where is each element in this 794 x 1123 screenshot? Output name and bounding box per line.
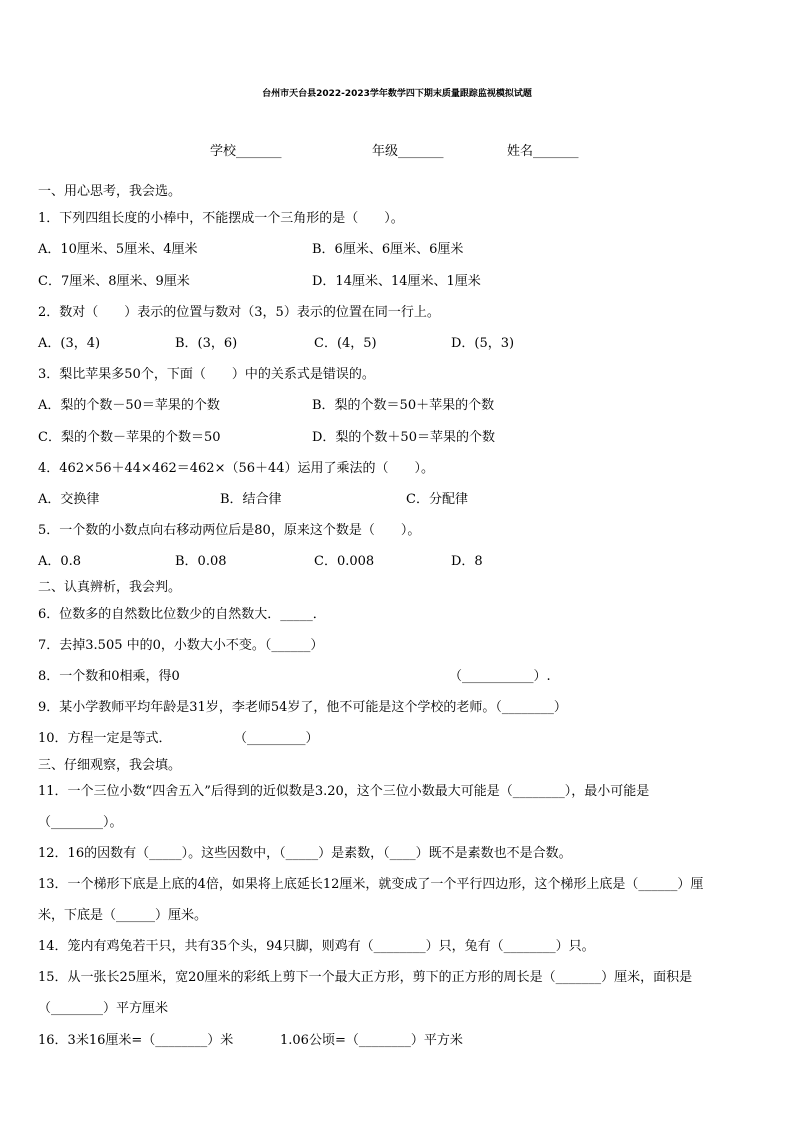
school-field: 学校_______	[210, 144, 282, 159]
question-1-option-c: C．7厘米、8厘米、9厘米	[38, 274, 190, 289]
grade-field: 年级_______	[372, 144, 444, 159]
question-3-option-a: A．梨的个数－50＝苹果的个数	[38, 398, 220, 413]
question-4-option-c: C．分配律	[406, 492, 468, 507]
question-3-option-c: C．梨的个数－苹果的个数＝50	[38, 430, 221, 445]
name-field: 姓名_______	[507, 144, 579, 159]
question-5-option-c: C．0.008	[314, 554, 375, 569]
question-6: 6．位数多的自然数比位数少的自然数大．_____．	[38, 607, 326, 622]
question-2-option-a: A．(3，4)	[38, 336, 101, 351]
question-1-option-a: A．10厘米、5厘米、4厘米	[38, 242, 198, 257]
question-9: 9．某小学教师平均年龄是31岁，李老师54岁了，他不可能是这个学校的老师。（________）	[38, 700, 567, 715]
question-10: 10．方程一定是等式．	[38, 731, 172, 746]
question-7: 7．去掉3.505 中的0，小数大小不变。（______）	[38, 638, 324, 653]
question-1-option-d: D．14厘米、14厘米、1厘米	[312, 274, 481, 289]
question-2: 2．数对（ ）表示的位置与数对（3，5）表示的位置在同一行上。	[38, 305, 440, 320]
question-2-option-b: B．(3，6)	[175, 336, 238, 351]
section-heading-2: 二、认真辨析，我会判。	[38, 580, 182, 595]
question-11-line-2: （________）。	[38, 815, 123, 830]
section-heading-3: 三、仔细观察，我会填。	[38, 758, 182, 773]
question-5-option-b: B．0.08	[175, 554, 227, 569]
question-3: 3．梨比苹果多50个，下面（ ）中的关系式是错误的。	[38, 367, 375, 382]
question-2-option-d: D．(5，3)	[451, 336, 515, 351]
question-2-option-c: C．(4，5)	[314, 336, 377, 351]
question-16-part-b: 1.06公顷=（________）平方米	[280, 1033, 463, 1048]
question-11-line-1: 11．一个三位小数“四舍五入”后得到的近似数是3.20，这个三位小数最大可能是（________），最小可能是	[38, 784, 650, 799]
question-5-option-d: D．8	[451, 554, 483, 569]
question-1: 1．下列四组长度的小棒中，不能摆成一个三角形的是（ ）。	[38, 211, 404, 226]
question-1-option-b: B．6厘米、6厘米、6厘米	[312, 242, 464, 257]
question-14: 14．笼内有鸡兔若干只，共有35个头，94只脚，则鸡有（________）只，兔有（________）只。	[38, 939, 595, 954]
question-16-part-a: 16．3米16厘米=（________）米	[38, 1033, 234, 1048]
question-8: 8．一个数和0相乘，得0	[38, 669, 180, 684]
question-10-blank: （_________）	[234, 731, 319, 746]
question-13-line-1: 13．一个梯形下底是上底的4倍，如果将上底延长12厘米，就变成了一个平行四边形，这个梯形上底是（______）厘	[38, 877, 704, 892]
question-4-option-a: A．交换律	[38, 492, 100, 507]
page-title: 台州市天台县2022-2023学年数学四下期末质量跟踪监视模拟试题	[262, 89, 532, 99]
question-15-line-1: 15．从一张长25厘米，宽20厘米的彩纸上剪下一个最大正方形，剪下的正方形的周长是（_______）厘米，面积是	[38, 970, 693, 985]
question-4-option-b: B．结合律	[220, 492, 282, 507]
question-5-option-a: A．0.8	[38, 554, 82, 569]
question-12: 12．16的因数有（_____）。这些因数中，（_____）是素数，（____）既不是素数也不是合数。	[38, 846, 572, 861]
question-15-line-2: （________）平方厘米	[38, 1001, 169, 1016]
section-heading-1: 一、用心思考，我会选。	[38, 184, 182, 199]
question-13-line-2: 米，下底是（______）厘米。	[38, 908, 208, 923]
question-3-option-d: D．梨的个数＋50＝苹果的个数	[312, 430, 495, 445]
question-8-blank: （___________）.	[449, 669, 551, 684]
question-3-option-b: B．梨的个数＝50＋苹果的个数	[312, 398, 495, 413]
question-4: 4．462×56＋44×462＝462×（56＋44）运用了乘法的（ ）。	[38, 461, 435, 476]
question-5: 5．一个数的小数点向右移动两位后是80，原来这个数是（ ）。	[38, 523, 421, 538]
